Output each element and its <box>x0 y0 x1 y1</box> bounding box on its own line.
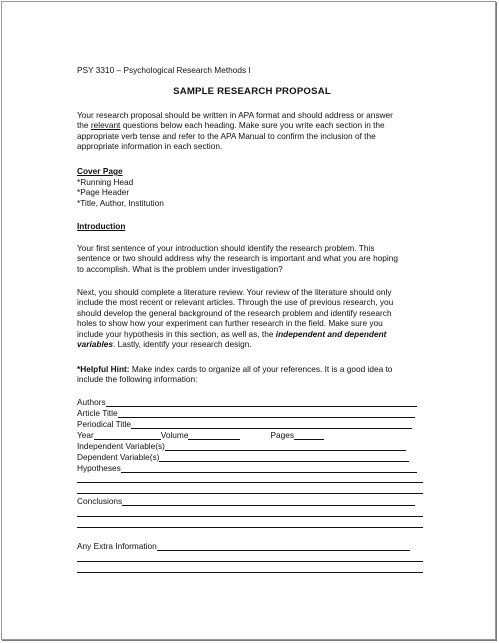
blank-line[interactable] <box>77 561 423 562</box>
para-text: include your hypothesis in this section, as well as, the <box>77 328 276 339</box>
list-item: *Title, Author, Institution <box>77 197 164 208</box>
blank-line[interactable] <box>77 482 423 483</box>
volume-line[interactable] <box>188 431 240 440</box>
cover-page-list <box>77 177 164 208</box>
hint-line: include the following information: <box>77 374 198 385</box>
blank-line[interactable] <box>157 542 410 551</box>
hint-label: *Helpful Hint: <box>77 364 130 374</box>
year-volume-pages-row[interactable] <box>77 430 324 440</box>
field-label: Dependent Variable(s) <box>77 451 160 462</box>
bold-italic-text: independent and dependent <box>275 328 387 339</box>
para-line <box>77 339 427 349</box>
blank-line[interactable] <box>121 464 417 473</box>
intro-text: the <box>77 120 91 131</box>
blank-line[interactable] <box>77 493 423 494</box>
document-page <box>1 1 496 640</box>
helpful-hint <box>77 364 427 385</box>
para-line: should develop the general background of the research problem and identify research <box>77 307 392 318</box>
independent-variables-field[interactable] <box>77 441 406 451</box>
para-line <box>77 329 427 339</box>
para-line: Your first sentence of your introduction should identify the research problem. This <box>77 243 375 253</box>
authors-field[interactable] <box>77 397 417 407</box>
course-line: PSY 3310 – Psychological Research Methods I <box>77 65 251 75</box>
para-text: . Lastly, identify your research design. <box>112 339 252 350</box>
year-line[interactable] <box>94 431 161 440</box>
field-label: Hypotheses <box>77 462 121 473</box>
blank-line[interactable] <box>77 572 423 573</box>
field-label: Any Extra Information <box>77 540 157 551</box>
field-label: Periodical Title <box>77 418 131 429</box>
intro-line: appropriate verb tense and refer to the APA Manual to confirm the inclusion of the <box>77 130 376 141</box>
para-line: include the most recent or relevant articles. Through the use of previous research, you <box>77 297 394 308</box>
intro-line: appropriate information in each section. <box>77 141 223 152</box>
para-line: holes to show how your experiment can further research in the field. Make sure you <box>77 318 383 329</box>
blank-line[interactable] <box>165 442 406 451</box>
hint-line <box>77 364 427 374</box>
hypotheses-field[interactable] <box>77 463 417 473</box>
relevant-word: relevant <box>90 120 121 131</box>
field-label: Independent Variable(s) <box>77 440 165 451</box>
list-item: *Page Header <box>77 187 130 198</box>
pages-line[interactable] <box>294 431 324 440</box>
hint-text: Make index cards to organize all of your references. It is a good idea to <box>129 364 393 374</box>
blank-line[interactable] <box>77 527 423 528</box>
intro-line <box>77 120 427 130</box>
field-label: Article Title <box>77 407 118 418</box>
para-line: sentence or two should address why the research is important and what you are hoping <box>77 253 398 264</box>
field-label: Conclusions <box>77 495 123 506</box>
introduction-paragraph-1 <box>77 243 427 274</box>
dependent-variables-field[interactable] <box>77 452 409 462</box>
page-title: SAMPLE RESEARCH PROPOSAL <box>173 86 331 97</box>
blank-line[interactable] <box>131 420 412 429</box>
list-item: *Running Head <box>77 177 134 187</box>
extra-information-field[interactable] <box>77 541 410 551</box>
periodical-title-field[interactable] <box>77 419 412 429</box>
para-line: to accomplish. What is the problem under investigation? <box>77 263 283 274</box>
cover-page-heading: Cover Page <box>77 166 123 176</box>
field-label: Volume <box>160 429 189 440</box>
article-title-field[interactable] <box>77 408 415 418</box>
field-label: Authors <box>77 396 106 407</box>
blank-line[interactable] <box>77 516 423 517</box>
conclusions-field[interactable] <box>77 496 415 506</box>
blank-line[interactable] <box>122 497 415 506</box>
intro-text: questions below each heading. Make sure you write each section in the <box>122 120 385 131</box>
field-label: Pages <box>270 429 294 440</box>
blank-line[interactable] <box>118 409 415 418</box>
blank-line[interactable] <box>106 398 417 407</box>
intro-line: Your research proposal should be written in APA format and should address or answer <box>77 110 393 120</box>
para-line: Next, you should complete a literature review. Your review of the literature should only <box>77 287 392 297</box>
bold-italic-text: variables <box>77 339 113 350</box>
introduction-paragraph-2 <box>77 287 427 349</box>
field-label: Year <box>77 429 94 440</box>
intro-paragraph <box>77 110 427 152</box>
blank-line[interactable] <box>159 453 409 462</box>
introduction-heading: Introduction <box>77 221 126 231</box>
